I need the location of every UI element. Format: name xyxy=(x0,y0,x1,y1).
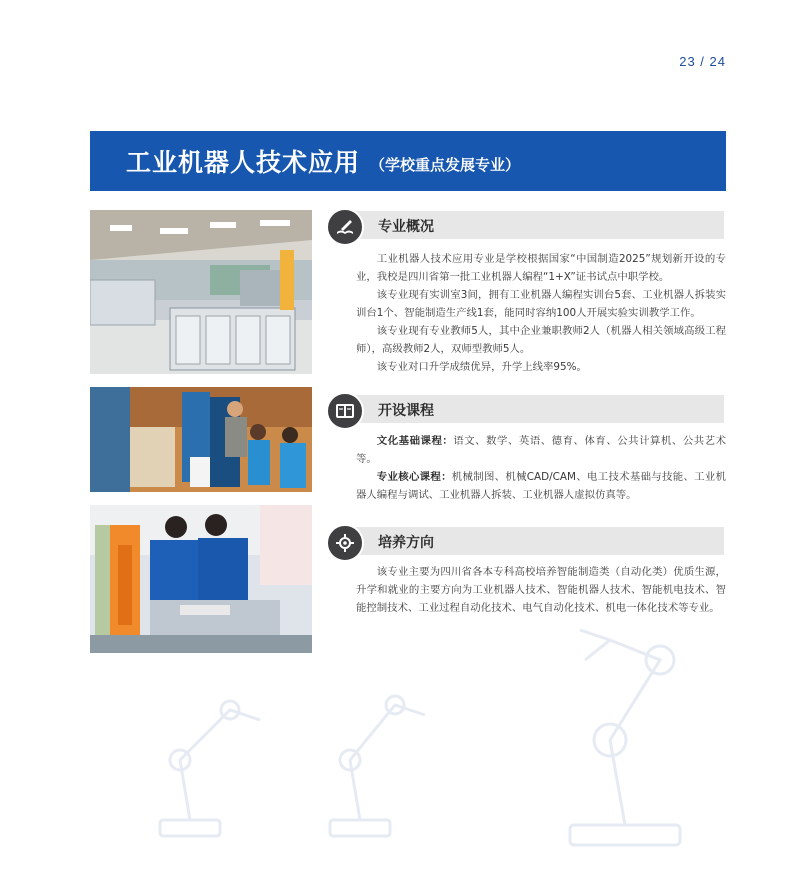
paragraph: 该专业现有实训室3间，拥有工业机器人编程实训台5套、工业机器人拆装实训台1个、智能制造生产线1套，能同时容纳100人开展实验实训教学工作。 xyxy=(356,289,726,319)
robot-arm-watermark xyxy=(140,620,740,870)
section-title: 培养方向 xyxy=(378,535,434,551)
course-text: 语文、数学、英语、德育、体育、公共计算机、公共艺术等。 xyxy=(356,435,727,465)
section-title: 开设课程 xyxy=(378,403,434,419)
page-subtitle: （学校重点发展专业） xyxy=(370,155,521,174)
direction-gear-icon xyxy=(326,524,364,562)
section-direction-body xyxy=(356,563,726,617)
paragraph: 该专业现有专业教师5人，其中企业兼职教师2人（机器人相关领域高级工程师），高级教师2人，双师型教师5人。 xyxy=(356,325,726,355)
course-label: 专业核心课程： xyxy=(376,471,452,483)
section-overview-body xyxy=(356,250,726,376)
book-pen-icon xyxy=(326,208,364,246)
section-overview-header xyxy=(326,211,724,239)
paragraph: 工业机器人技术应用专业是学校根据国家“中国制造2025”规划新开设的专业，我校是四川省第一批工业机器人编程“1+X”证书试点中职学校。 xyxy=(356,253,726,283)
page-indicator: 23 / 24 xyxy=(679,54,726,69)
course-item xyxy=(356,468,726,504)
section-direction-header xyxy=(326,527,724,555)
classroom-photo xyxy=(90,387,312,492)
course-item xyxy=(356,432,726,468)
page-title: 工业机器人技术应用 xyxy=(126,148,361,177)
course-book-icon xyxy=(326,392,364,430)
course-label: 文化基础课程： xyxy=(376,435,454,447)
section-title: 专业概况 xyxy=(378,219,434,235)
paragraph: 该专业主要为四川省各本专科高校培养智能制造类（自动化类）优质生源，升学和就业的主要方向为工业机器人技术、智能机器人技术、智能机电技术、智能控制技术、工业过程自动化技术、电气自动化技术、机电一体化技术等专业。 xyxy=(356,566,726,614)
paragraph: 该专业对口升学成绩优异，升学上线率95%。 xyxy=(376,361,587,373)
title-banner xyxy=(90,131,726,191)
course-text: 机械制图、机械CAD/CAM、电工技术基础与技能、工业机器人编程与调试、工业机器人拆装、工业机器人虚拟仿真等。 xyxy=(356,471,726,501)
section-courses-header xyxy=(326,395,724,423)
section-courses-body xyxy=(356,432,726,504)
lab-photo xyxy=(90,210,312,374)
